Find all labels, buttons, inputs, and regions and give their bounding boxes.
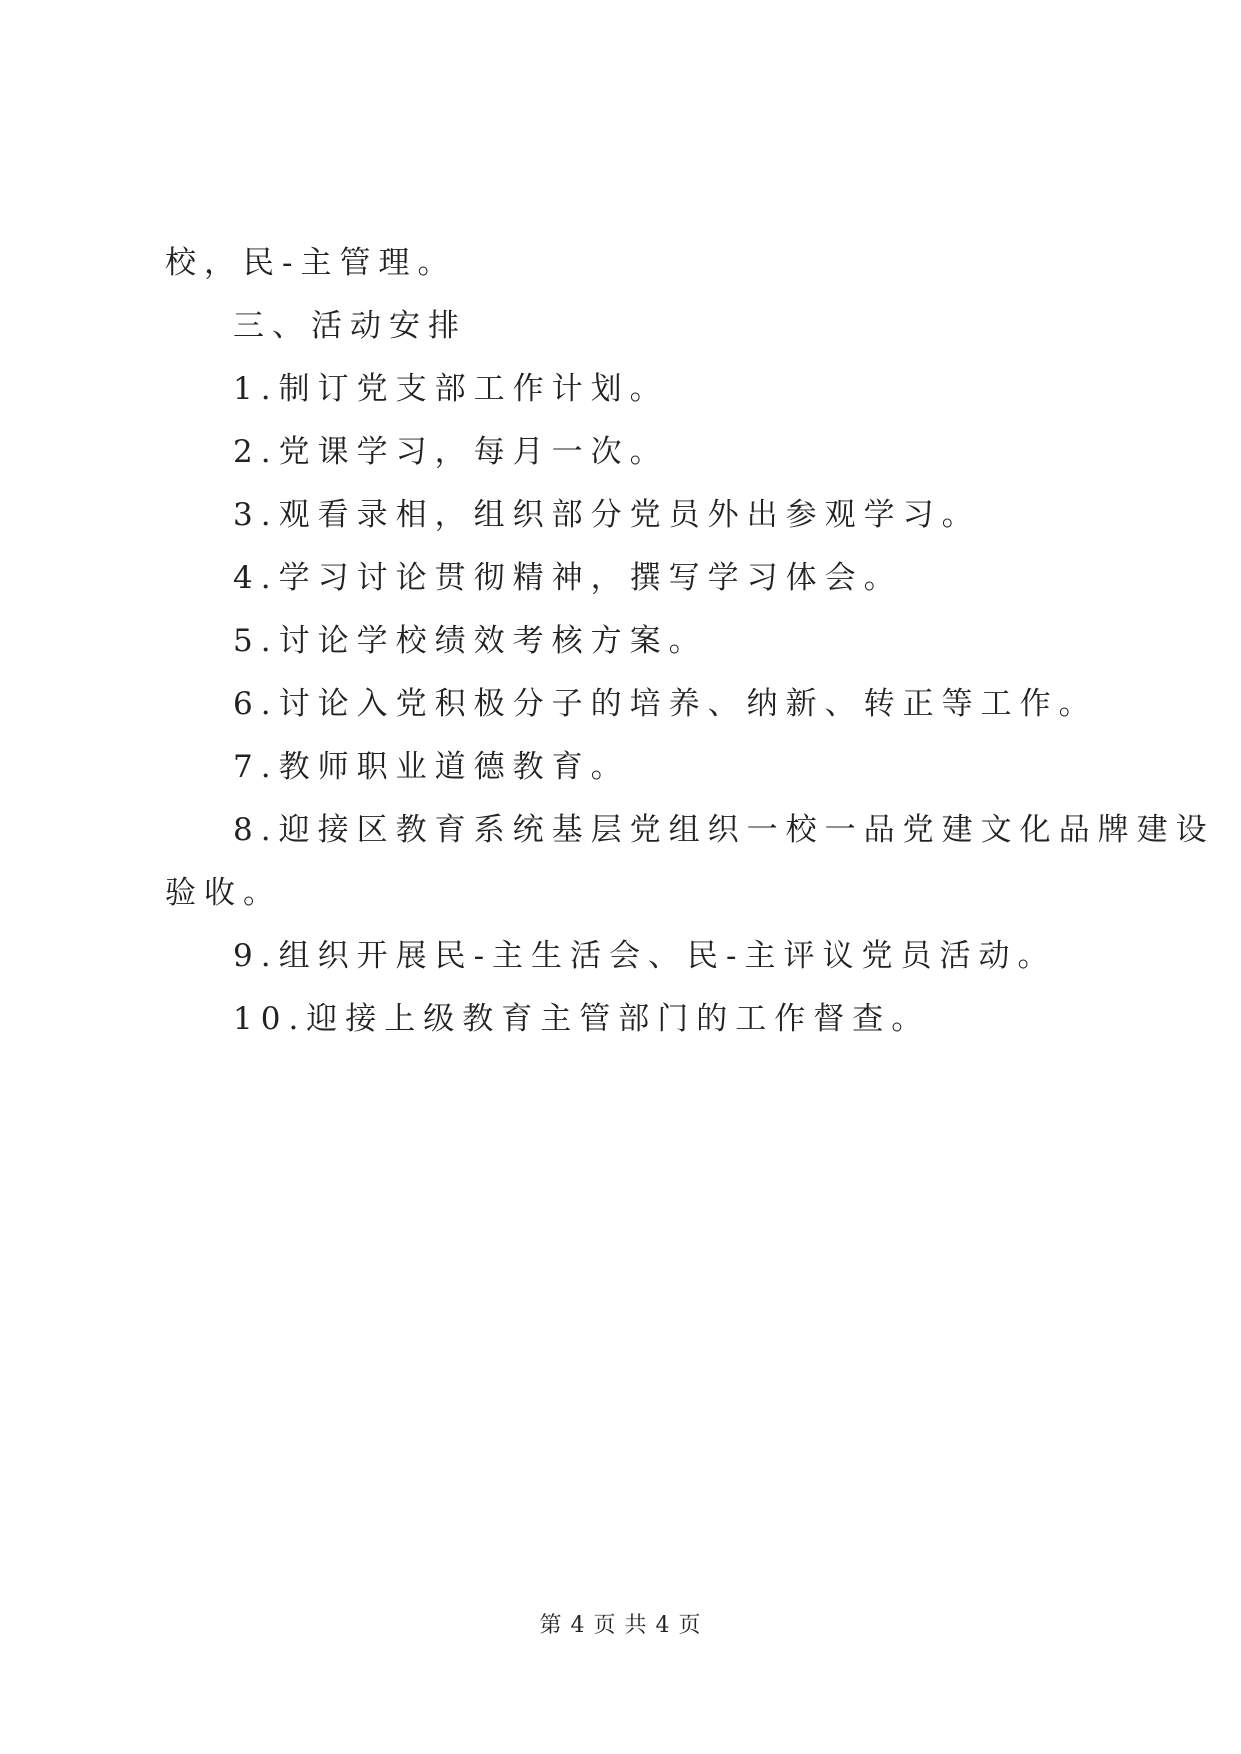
list-item-continuation: 验收。 <box>165 875 282 911</box>
list-item: 2.党课学习，每月一次。 <box>233 434 669 470</box>
list-item: 7.教师职业道德教育。 <box>233 749 630 785</box>
list-item: 3.观看录相，组织部分党员外出参观学习。 <box>233 497 981 533</box>
list-item: 4.学习讨论贯彻精神，撰写学习体会。 <box>233 560 903 596</box>
list-item: 9.组织开展民-主生活会、民-主评议党员活动。 <box>233 938 1057 974</box>
section-heading: 三、活动安排 <box>233 308 467 344</box>
paragraph-line-continuation: 校，民-主管理。 <box>165 245 457 281</box>
list-item: 5.讨论学校绩效考核方案。 <box>233 623 708 659</box>
page-number-footer: 第 4 页 共 4 页 <box>539 1613 702 1638</box>
document-body <box>165 232 1215 1051</box>
list-item: 8.迎接区教育系统基层党组织一校一品党建文化品牌建设 <box>233 812 1215 848</box>
list-item: 1.制订党支部工作计划。 <box>233 371 669 407</box>
list-item: 10.迎接上级教育主管部门的工作督查。 <box>233 1001 931 1037</box>
list-item: 6.讨论入党积极分子的培养、纳新、转正等工作。 <box>233 686 1098 722</box>
